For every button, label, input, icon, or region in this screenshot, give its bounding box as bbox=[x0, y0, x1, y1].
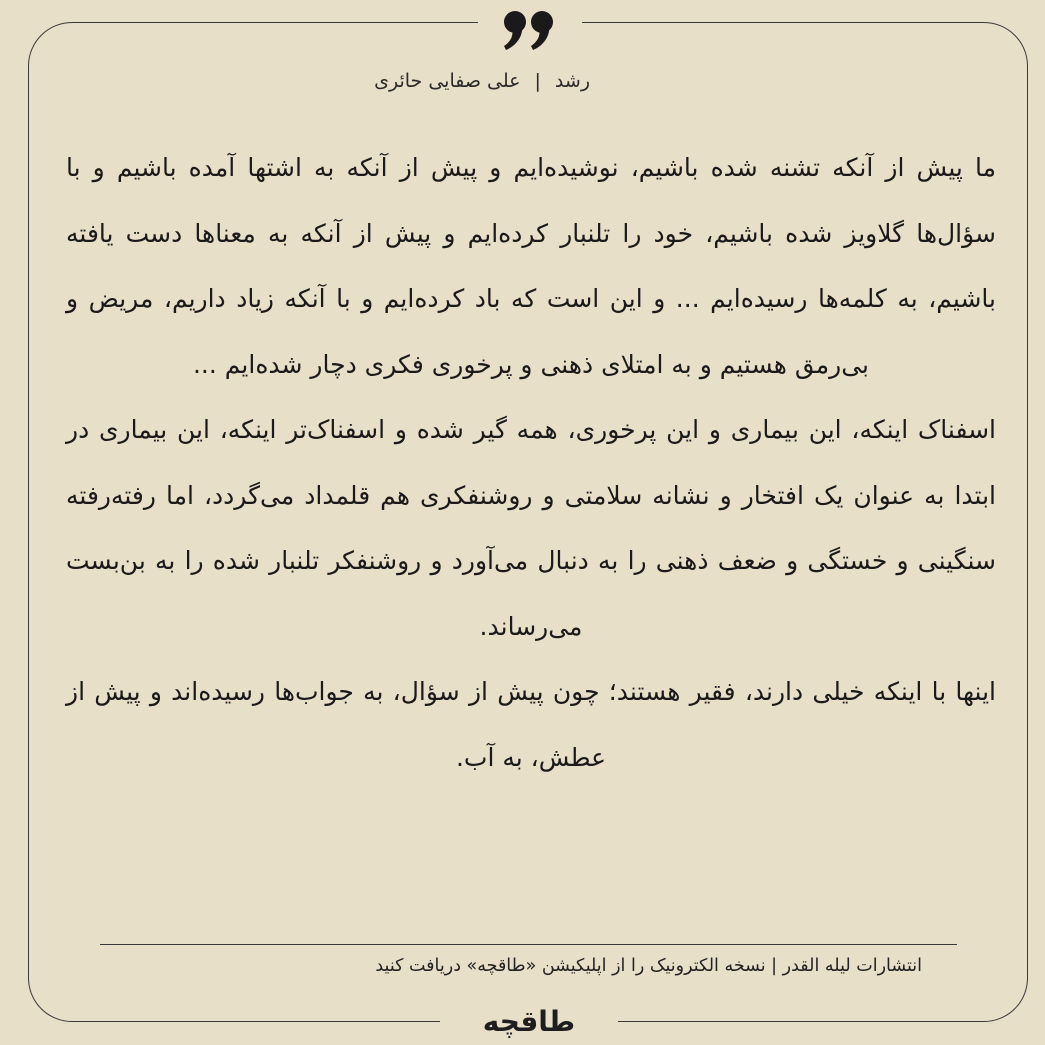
author-name: علی صفایی حائری bbox=[374, 70, 521, 92]
quote-paragraph: ما پیش از آنکه تشنه شده باشیم، نوشیده‌ایم و پیش از آنکه به اشتها آمده باشیم و با سؤال‌ها گلاویز شده باشیم، خود را تلنبار کرده‌ایم و پیش از آنکه به معناها دست یافته باشیم، به کلمه‌ها رسیده‌ایم ... و این است که باد کرده‌ایم و با آنکه زیاد داریم، مریض و بی‌رمق هستیم و به امتلای ذهنی و پرخوری فکری دچار شده‌ایم ... bbox=[66, 153, 996, 379]
header-separator: | bbox=[534, 70, 541, 92]
quote-mark-icon bbox=[500, 8, 558, 52]
quote-body bbox=[66, 135, 996, 790]
quote-header bbox=[0, 70, 590, 100]
quote-paragraph: اینها با اینکه خیلی دارند، فقیر هستند؛ چون پیش از سؤال، به جواب‌ها رسیده‌اند و پیش از عطش، به آب. bbox=[66, 677, 996, 772]
taaghche-logo: طاقچه bbox=[482, 1005, 576, 1038]
footer-note: انتشارات لیله القدر | نسخه الکترونیک را از اپلیکیشن «طاقچه» دریافت کنید bbox=[375, 956, 922, 976]
footer-divider bbox=[100, 944, 957, 945]
quote-paragraph: اسفناک اینکه، این بیماری و این پرخوری، همه گیر شده و اسفناک‌تر اینکه، این بیماری در ابتدا به عنوان یک افتخار و نشانه سلامتی و روشنفکری هم قلمداد می‌گردد، اما رفته‌رفته سنگینی و خستگی و ضعف ذهنی را به دنبال می‌آورد و روشنفکر تلنبار شده را به بن‌بست می‌رساند. bbox=[66, 415, 996, 641]
category-label: رشد bbox=[554, 70, 590, 92]
